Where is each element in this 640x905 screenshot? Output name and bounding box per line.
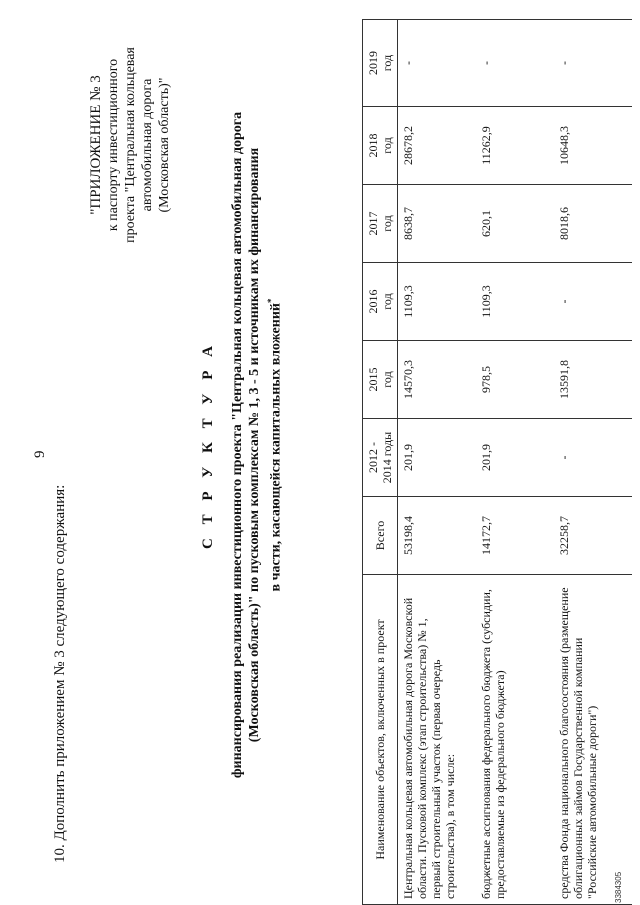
row-2019: - xyxy=(554,20,632,107)
row-2012-2014: 201,9 xyxy=(398,419,477,497)
title-line-3 xyxy=(263,105,285,785)
header-2018-line2: год xyxy=(380,137,394,154)
header-2012-2014 xyxy=(363,419,398,497)
header-2015-line2: год xyxy=(380,371,394,388)
title-line-3-text: в части, касающейся капитальных вложений xyxy=(268,303,284,592)
header-2016-line1: 2016 xyxy=(366,289,380,314)
row-2018: 10648,3 xyxy=(554,107,632,185)
row-name: бюджетные ассигнования федерального бюджета (субсидии, предоставляемые из федерального бюджета) xyxy=(476,575,554,905)
footnote-mark: * xyxy=(266,298,276,304)
row-total: 14172,7 xyxy=(476,497,554,575)
title-line-1: финансирования реализации инвестиционного проекта "Центральная кольцевая автомобильная дорога xyxy=(230,111,245,779)
appendix-header xyxy=(88,0,173,305)
header-name: Наименование объектов, включенных в проект xyxy=(363,575,398,905)
row-2017: 620,1 xyxy=(476,185,554,263)
intro-text: 10. Дополнить приложением № 3 следующего содержания: xyxy=(52,484,68,863)
row-2019: - xyxy=(398,20,477,107)
row-name: средства Фонда национального благосостояния (размещение облигационных займов Государственной компании "Российские автомобильные дороги") xyxy=(554,575,632,905)
row-2018: 28678,2 xyxy=(398,107,477,185)
header-2015 xyxy=(363,341,398,419)
row-name: Центральная кольцевая автомобильная дорога Московской области. Пусковой комплекс (этап строительства) № 1, первый строительный участок (первая очередь строительства), в том числе: xyxy=(398,575,477,905)
row-2019: - xyxy=(476,20,554,107)
header-2012-2014-line1: 2012 - xyxy=(366,442,380,473)
row-2017: 8018,6 xyxy=(554,185,632,263)
row-2017: 8638,7 xyxy=(398,185,477,263)
document-title xyxy=(200,105,285,785)
table-row xyxy=(398,20,477,905)
header-2015-line1: 2015 xyxy=(366,367,380,392)
row-total: 53198,4 xyxy=(398,497,477,575)
header-total: Всего xyxy=(363,497,398,575)
appendix-line: проекта "Центральная кольцевая xyxy=(123,47,138,243)
title-structure: С Т Р У К Т У Р А xyxy=(200,341,216,549)
header-2019-line2: год xyxy=(380,54,394,72)
table-header-row xyxy=(363,20,398,905)
row-2012-2014: - xyxy=(554,419,632,497)
header-2018-line1: 2018 xyxy=(366,133,380,158)
header-2019-line1: 2019 xyxy=(366,51,380,75)
appendix-line: (Московская область)" xyxy=(157,77,172,213)
header-2017 xyxy=(363,185,398,263)
header-2016-line2: год xyxy=(380,293,394,310)
header-2012-2014-line2: 2014 годы xyxy=(380,431,394,484)
appendix-line: автомобильная дорога xyxy=(140,78,155,212)
header-2017-line2: год xyxy=(380,215,394,232)
financing-table xyxy=(362,19,632,905)
row-2012-2014: 201,9 xyxy=(476,419,554,497)
page-number: 9 xyxy=(32,450,48,458)
row-2018: 11262,9 xyxy=(476,107,554,185)
row-2016: 1109,3 xyxy=(398,263,477,341)
row-total: 32258,7 xyxy=(554,497,632,575)
header-2018 xyxy=(363,107,398,185)
row-2015: 13591,8 xyxy=(554,341,632,419)
header-2016 xyxy=(363,263,398,341)
header-2019 xyxy=(363,20,398,107)
appendix-title: "ПРИЛОЖЕНИЕ № 3 xyxy=(88,75,104,215)
row-2015: 14570,3 xyxy=(398,341,477,419)
document-code: 3384305 xyxy=(614,871,623,903)
row-2016: 1109,3 xyxy=(476,263,554,341)
row-2015: 978,5 xyxy=(476,341,554,419)
title-line-2: (Московская область)" по пусковым комплексам № 1, 3 - 5 и источникам их финансирования xyxy=(247,147,262,743)
header-2017-line1: 2017 xyxy=(366,211,380,236)
row-2016: - xyxy=(554,263,632,341)
table-row xyxy=(554,20,632,905)
appendix-line: к паспорту инвестиционного xyxy=(106,58,121,232)
table-row xyxy=(476,20,554,905)
